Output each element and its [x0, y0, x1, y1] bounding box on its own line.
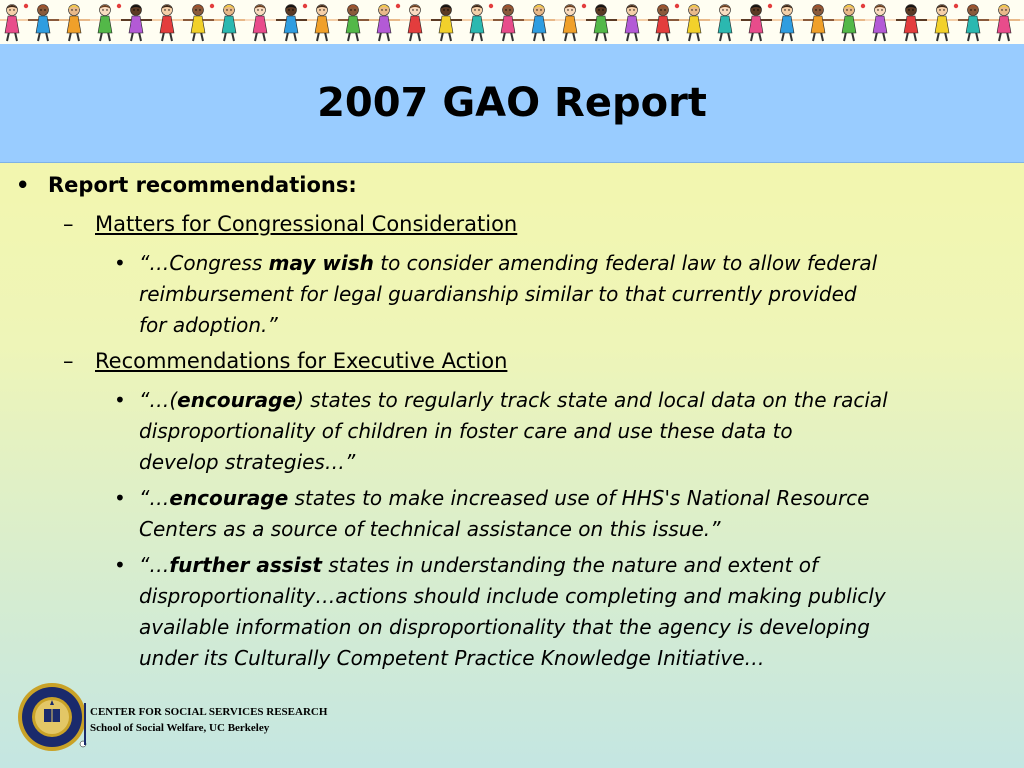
item-line: Centers as a source of technical assistance on this issue.” [139, 517, 721, 541]
sub-bullet-marker: • [114, 251, 126, 275]
footer-divider [84, 703, 86, 745]
emphasis: further assist [169, 553, 322, 577]
university-seal-icon [17, 682, 87, 752]
section-label-executive: Recommendations for Executive Action [95, 349, 508, 373]
title-band [0, 44, 1024, 163]
dash-marker: – [63, 349, 74, 373]
bullet-marker: • [16, 173, 30, 197]
item-line: under its Culturally Competent Practice Knowledge Initiative… [139, 646, 765, 670]
sub-bullet-marker: • [114, 486, 126, 510]
item-line: for adoption.” [139, 313, 278, 337]
children-holding-hands-icon [0, 0, 1024, 44]
item-line: develop strategies…” [139, 450, 356, 474]
sub-bullet-marker: • [114, 553, 126, 577]
footer-center-name: CENTER FOR SOCIAL SERVICES RESEARCH [90, 706, 328, 718]
emphasis: encourage [169, 486, 289, 510]
item-line: “…further assist states in understanding the nature and extent of [139, 553, 819, 577]
item-line: “…Congress may wish to consider amending federal law to allow federal [139, 251, 878, 275]
emphasis: may wish [268, 251, 374, 275]
item-line: disproportionality…actions should include completing and making publicly [139, 584, 886, 608]
children-banner-icon [0, 0, 1024, 44]
item-line: “…(encourage) states to regularly track state and local data on the racial [139, 388, 888, 412]
slide-title: 2007 GAO Report [317, 80, 707, 126]
emphasis: encourage [177, 388, 297, 412]
footer-school-name: School of Social Welfare, UC Berkeley [90, 722, 270, 734]
dash-marker: – [63, 212, 74, 236]
item-line: reimbursement for legal guardianship similar to that currently provided [139, 282, 857, 306]
sub-bullet-marker: • [114, 388, 126, 412]
item-line: disproportionality of children in foster care and use these data to [139, 419, 793, 443]
report-recommendations-heading: Report recommendations: [48, 173, 357, 197]
section-label-congressional: Matters for Congressional Consideration [95, 212, 518, 236]
item-line: available information on disproportionality that the agency is developing [139, 615, 870, 639]
item-line: “…encourage states to make increased use of HHS's National Resource [139, 486, 870, 510]
